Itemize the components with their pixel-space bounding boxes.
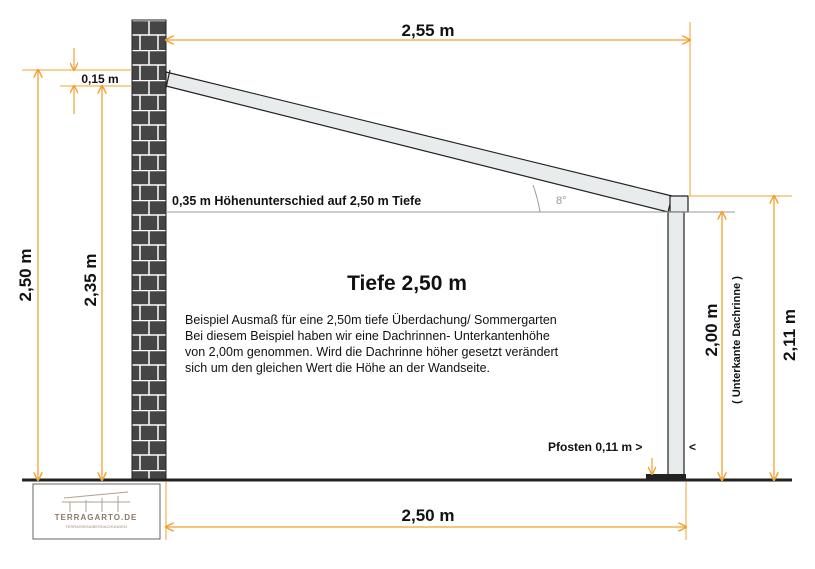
description-line: sich um den gleichen Wert die Höhe an der Wandseite. <box>185 361 491 375</box>
wall-height-total-label: 2,50 m <box>16 248 35 302</box>
post-height-label: 2,00 m <box>702 303 721 357</box>
wall-height-under-rafter-label: 2,35 m <box>81 253 100 307</box>
rafter <box>166 70 672 212</box>
top-width-label: 2,55 m <box>401 21 455 40</box>
wall-height-total-dimension <box>16 70 38 480</box>
post-height-note: ( Unterkante Dachrinne ) <box>731 276 743 404</box>
description-line: Bei diesem Beispiel haben wir eine Dachrinnen- Unterkantenhöhe <box>185 329 550 343</box>
height-difference-label: 0,35 m Höhenunterschied auf 2,50 m Tiefe <box>172 194 422 208</box>
gutter <box>670 196 688 212</box>
bottom-width-label: 2,50 m <box>401 506 455 525</box>
post-label: Pfosten 0,11 m > <box>548 440 643 454</box>
post <box>646 212 686 479</box>
brick-wall <box>132 20 166 480</box>
top-width-dimension <box>166 21 690 196</box>
depth-title: Tiefe 2,50 m <box>347 272 467 295</box>
logo-tagline: TERRASSENÜBERDACHUNGEN <box>65 524 127 529</box>
angle-arc <box>533 185 540 212</box>
description <box>185 313 559 375</box>
post-total-height-label: 2,11 m <box>780 309 799 361</box>
post-label-right: < <box>689 440 697 454</box>
post-height-dimension <box>702 212 743 480</box>
bottom-width-dimension <box>166 482 686 540</box>
logo-name: TERRAGARTO.DE <box>54 513 138 522</box>
wall-height-under-rafter-dimension <box>81 86 102 480</box>
wall-offset-label: 0,15 m <box>81 72 119 86</box>
logo <box>33 484 160 539</box>
description-line: Beispiel Ausmaß für eine 2,50m tiefe Überdachung/ Sommergarten <box>185 313 557 327</box>
angle-label: 8° <box>556 195 567 207</box>
description-line: von 2,00m genommen. Wird die Dachrinne höher gesetzt verändert <box>185 345 559 359</box>
